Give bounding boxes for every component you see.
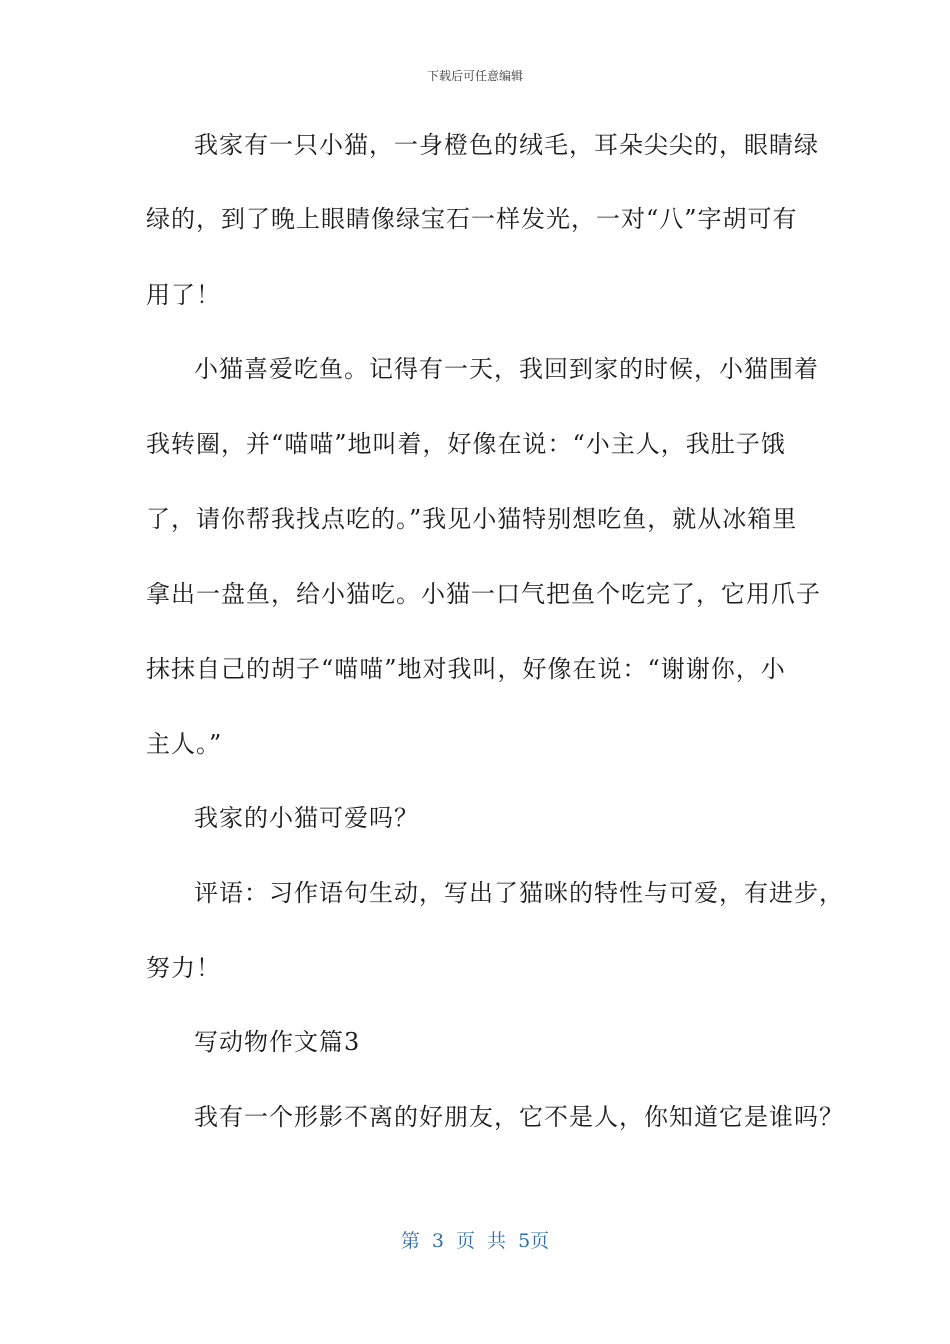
text-line: 了，请你帮我找点吃的。”我见小猫特别想吃鱼，就从冰箱里 [146,505,798,533]
text-line: 我家的小猫可爱吗？ [194,804,419,832]
text-line: 我有一个形影不离的好朋友，它不是人，你知道它是谁吗？ [194,1103,844,1131]
text-line: 我家有一只小猫，一身橙色的绒毛，耳朵尖尖的，眼睛绿 [194,131,819,159]
text-line: 用了！ [146,281,221,309]
text-line: 抹抹自己的胡子“喵喵”地对我叫，好像在说：“谢谢你，小 [146,655,786,683]
text-line: 努力！ [146,954,221,982]
section-heading: 写动物作文篇3 [194,1028,361,1056]
text-line: 小猫喜爱吃鱼。记得有一天，我回到家的时候，小猫围着 [194,355,819,383]
text-line: 评语：习作语句生动，写出了猫咪的特性与可爱，有进步， [194,879,844,907]
text-line: 拿出一盘鱼，给小猫吃。小猫一口气把鱼个吃完了，它用爪子 [146,580,821,608]
text-line: 主人。” [146,730,223,758]
page-footer: 第 3 页 共 5页 [400,1230,550,1252]
text-line: 绿的，到了晚上眼睛像绿宝石一样发光，一对“八”字胡可有 [146,205,798,233]
page-header: 下载后可任意编辑 [426,69,523,83]
text-line: 我转圈，并“喵喵”地叫着，好像在说：“小主人，我肚子饿 [146,430,786,458]
